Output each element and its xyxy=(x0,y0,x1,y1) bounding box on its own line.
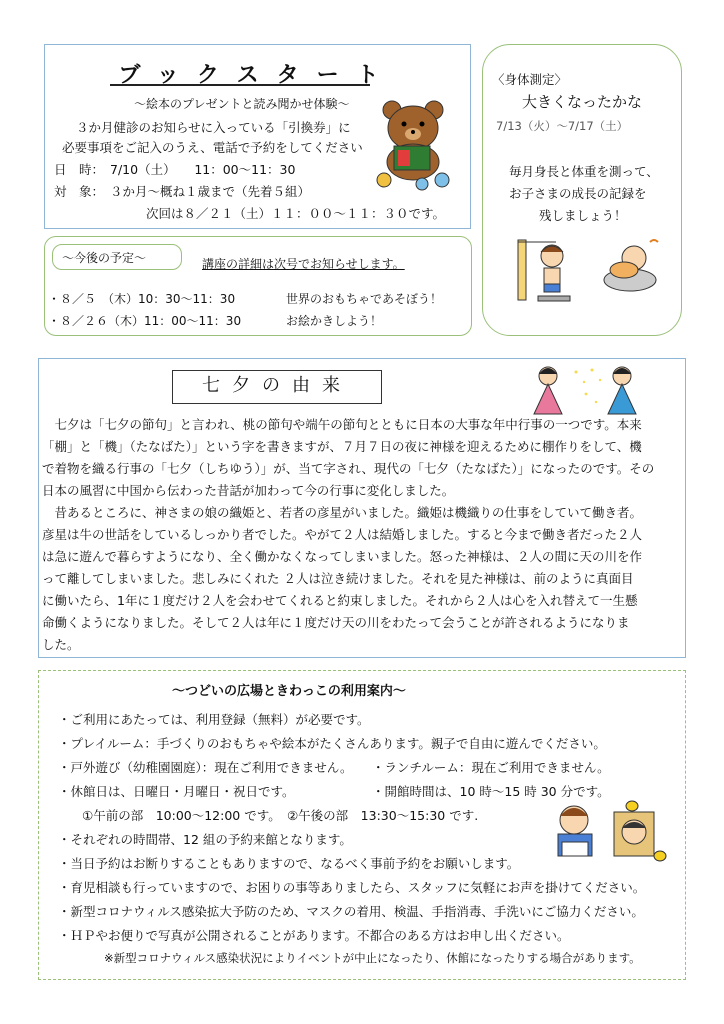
schedule-item-2-title: お絵かきしよう！ xyxy=(286,314,383,328)
measurement-heading: 〈身体測定〉 xyxy=(492,72,568,87)
info-item-photos: ・ＨＰやお便りで写真が公開されることがあります。不都合のある方はお申し出ください。 xyxy=(58,928,570,943)
p2-line: って離してしまいました。悲しみにくれた ２人は泣き続けました。それを見た神様は、前のように真面目 xyxy=(42,571,634,586)
title-underline xyxy=(110,84,370,86)
info-item-lunchroom: ・ランチルーム：現在ご利用できません。 xyxy=(372,760,610,775)
bookstart-title: ブックスタート xyxy=(118,63,397,88)
schedule-item-1-date: ・８／５ （木）10：30～11：30 xyxy=(48,292,236,306)
p1-line: で着物を織る行事の「七夕（しちゆう）」が、当て字され、現代の「七夕（たなばた）」になったのです。その xyxy=(42,461,655,476)
p2-line: は急に遊んで暮らすようになり、全く働かなくなってしまいました。怒った神様は、２人の間に天の川を作 xyxy=(42,549,643,564)
measurement-dates: 7/13（火）～7/17（土） xyxy=(496,119,629,133)
p2-line: に働いたら、1年に１度だけ２人を会わせてくれると約束しました。それから２人は心を入れ替えて一生懸 xyxy=(42,593,638,608)
info-item-same-day: ・当日予約はお断りすることもありますので、なるべく事前予約をお願いします。 xyxy=(58,856,520,871)
schedule-tag-text: ～今後の予定～ xyxy=(62,251,147,265)
schedule-item-1-title: 世界のおもちゃであそぼう！ xyxy=(286,292,443,306)
info-item-opening-hours: ・開館時間は、10 時～15 時 30 分です。 xyxy=(372,784,610,799)
measurement-body-2: お子さまの成長の記録を xyxy=(509,186,647,201)
p2-line: 昔あるところに、神さまの娘の織姫と、若者の彦星がいました。織姫は機織りの仕事をしていて働き者。 xyxy=(42,505,643,520)
tanabata-paragraph-2 xyxy=(42,502,684,656)
bookstart-next: 次回は８／２１（土）１１：００～１１：３０です。 xyxy=(146,206,446,221)
schedule-item-2-date: ・８／２６（木）11：00～11：30 xyxy=(48,314,242,328)
tanabata-title: 七夕の由来 xyxy=(202,375,352,396)
height-measure-illustration xyxy=(512,238,582,304)
p2-line: した。 xyxy=(42,637,80,652)
bookstart-line1: ３か月健診のお知らせに入っている「引換券」に xyxy=(76,120,351,135)
info-item-consultation: ・育児相談も行っていますので、お困りの事等ありましたら、スタッフに気軽にお声を掛けてください。 xyxy=(58,880,646,895)
info-item-outdoor: ・戸外遊び（幼稚園園庭）：現在ご利用できません。 xyxy=(58,760,353,775)
schedule-note: 講座の詳細は次号でお知らせします。 xyxy=(202,257,405,271)
measurement-title: 大きくなったかな xyxy=(522,93,643,111)
info-note: ※新型コロナウィルス感染状況によりイベントが中止になったり、休館になったりする場合があります。 xyxy=(104,951,641,965)
measurement-body-1: 毎月身長と体重を測って、 xyxy=(509,164,659,179)
info-item-registration: ・ご利用にあたっては、利用登録（無料）が必要です。 xyxy=(58,712,370,727)
info-item-reservation: ・それぞれの時間帯、12 組の予約来館となります。 xyxy=(58,832,352,847)
p1-line: 七夕は「七夕の節句」と言われ、桃の節句や端午の節句とともに日本の大事な年中行事の一つです。本来 xyxy=(42,417,642,432)
info-title: ～つどいの広場ときわっこの利用案内～ xyxy=(172,684,406,699)
info-item-covid: ・新型コロナウィルス感染拡大予防のため、マスクの着用、検温、手指消毒、手洗いにご協力ください。 xyxy=(58,904,644,919)
bookstart-date-value: 7/10（土） 11：00～11：30 xyxy=(110,162,296,177)
orihime-hikoboshi-illustration xyxy=(526,362,644,416)
info-item-playroom: ・プレイルーム：手づくりのおもちゃや絵本がたくさんあります。親子で自由に遊んでください。 xyxy=(58,736,606,751)
bookstart-target-label: 対 象： xyxy=(54,184,105,199)
info-item-closed-days: ・休館日は、日曜日・月曜日・祝日です。 xyxy=(58,784,295,799)
p2-line: 命働くようになりました。そして２人は年に１度だけ天の川をわたって会うことが許されるようになりま xyxy=(42,615,630,630)
measurement-body-3: 残しましょう！ xyxy=(539,208,627,223)
p1-line: 「棚」と「機」（たなばた）」という字を書きますが、７月７日の夜に神様を迎えるために棚作りをして、機 xyxy=(42,439,642,454)
bookstart-target-value: ３か月～概ね１歳まで（先着５組） xyxy=(110,184,311,199)
p1-line: 日本の風習に中国から伝わった昔話が加わって今の行事に変化しました。 xyxy=(42,483,455,498)
bookstart-subtitle: ～絵本のプレゼントと読み聞かせ体験～ xyxy=(134,97,350,111)
bear-reading-illustration xyxy=(372,96,458,194)
bookstart-line2: 必要事項をご記入のうえ、電話で予約をしてください xyxy=(62,140,363,155)
children-reading-illustration xyxy=(548,798,670,864)
p2-line: 彦星は牛の世話をしているしっかり者でした。やがて２人は結婚しました。すると今まで働き者だった２人 xyxy=(42,527,643,542)
baby-scale-illustration xyxy=(600,236,666,296)
info-item-sessions: ①午前の部 10:00～12:00 です。 ②午後の部 13:30～15:30 です. xyxy=(82,808,479,823)
bookstart-date-label: 日 時： xyxy=(54,162,105,177)
tanabata-paragraph-1 xyxy=(42,414,684,502)
